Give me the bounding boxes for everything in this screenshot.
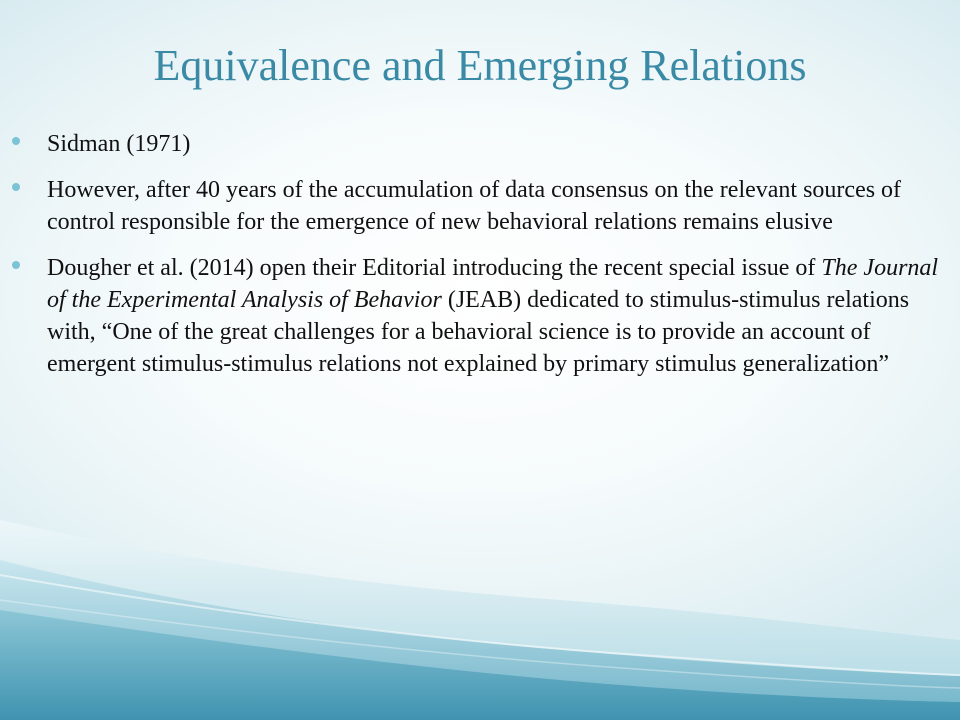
bullet-dot-icon [12, 183, 20, 191]
bullet-dot-icon [12, 137, 20, 145]
bullet-item [10, 128, 950, 160]
bullet-text: However, after 40 years of the accumulation of data consensus on the relevant sources of control responsible for the emergence of new behavioral relations remains elusive [47, 177, 902, 235]
bullet-text: Sidman (1971) [47, 131, 191, 157]
bullet-list [10, 128, 950, 394]
bullet-item [10, 174, 950, 238]
bullet-text-before: Dougher et al. (2014) open their Editorial introducing the recent special issue of [47, 255, 822, 281]
bullet-dot-icon [12, 261, 20, 269]
bullet-item [10, 252, 950, 380]
journal-title: The Journal of the Experimental Analysis of Behavior [47, 255, 939, 313]
bullet-text-after: (JEAB) dedicated to stimulus-stimulus relations with, “One of the great challenges for a behavioral science is to provide an account of emergent stimulus-stimulus relations not explained by primary stimulus generalization” [47, 287, 910, 377]
slide-title: Equivalence and Emerging Relations [153, 41, 807, 90]
